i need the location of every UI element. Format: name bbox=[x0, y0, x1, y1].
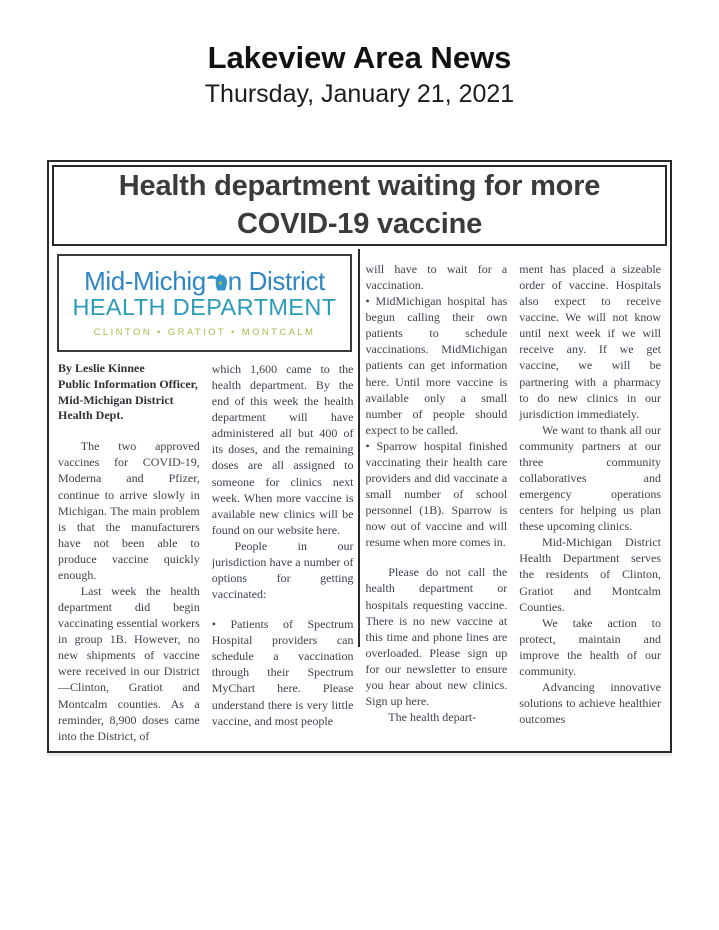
article-box bbox=[47, 160, 672, 753]
paragraph: Please do not call the health department or hospitals requesting vaccine. There is no new vaccine at this time and phone lines are overloaded. Please sign up for our newsletter to ensure you hear about new clinics. Sign up here. bbox=[365, 565, 508, 709]
newspaper-title: Lakeview Area News bbox=[207, 40, 512, 75]
paragraph: Public Information Officer, Mid-Michigan District Health Dept. bbox=[58, 376, 198, 423]
paragraph: Advancing innovative solutions to achieve healthier outcomes bbox=[519, 680, 661, 727]
logo-department-line: HEALTH DEPARTMENT bbox=[72, 294, 337, 321]
column-4 bbox=[519, 249, 661, 747]
article-headline: Health department waiting for more COVID-19 vaccine bbox=[118, 169, 601, 240]
paragraph: which 1,600 came to the health department. By the end of this week the health department will have administered all but 400 of its doses, and the remaining doses are all assigned to someone for clinics next week. When more vaccine is available new clinics will be found on our website here. bbox=[211, 362, 354, 537]
paragraph: • Patients of Spectrum Hospital providers can schedule a vaccination through their Spectrum MyChart here. Please understand there is very little vaccine, and most people bbox=[211, 617, 354, 728]
paragraph: • MidMichigan hospital has begun calling their own patients to schedule vaccinations. MidMichigan patients can get information here. Until more vaccine is available only a small number of people should expect to be called. bbox=[365, 294, 508, 437]
article-content bbox=[52, 249, 667, 747]
logo-name-pre: Mid-Michig bbox=[84, 266, 206, 297]
paragraph: The health depart- bbox=[388, 710, 477, 725]
paragraph: Last week the health department did begin vaccinating essential workers in group 1B. However, no new shipments of vaccine were received in our District—Clinton, Gratiot and Montcalm counties. As a reminder, 8,900 doses came into the District, of bbox=[58, 584, 200, 743]
headline-box bbox=[52, 165, 667, 246]
column-1 bbox=[58, 249, 200, 747]
paragraph: By Leslie Kinnee bbox=[58, 361, 145, 375]
column-3 bbox=[366, 249, 508, 747]
paragraph: We take action to protect, maintain and improve the health of our community. bbox=[519, 615, 661, 678]
paragraph: will have to wait for a vaccination. bbox=[365, 262, 508, 293]
masthead bbox=[0, 40, 719, 109]
paragraph: ment has placed a sizeable order of vaccine. Hospitals also expect to receive vaccine. We will not know until next week if we will receive any. If we get vaccine, we will be partnering with a pharmacy to do new clinics in our jurisdiction immediately. bbox=[519, 262, 661, 421]
column-2 bbox=[212, 249, 354, 747]
paragraph: The two approved vaccines for COVID-19, Moderna and Pfizer, continue to arrive slowly in Michigan. The main problem is that the manufacturers have not been able to produce vaccine quickly enough. bbox=[58, 439, 200, 582]
paragraph: We want to thank all our community partners at our three community collaboratives and emergency operations centers for helping us plan these upcoming clinics. bbox=[519, 422, 661, 534]
logo-name-post: n District bbox=[227, 266, 325, 297]
paragraph: Mid-Michigan District Health Department serves the residents of Clinton, Gratiot and Montcalm Counties. bbox=[519, 535, 661, 614]
issue-date: Thursday, January 21, 2021 bbox=[204, 80, 515, 108]
article-columns bbox=[52, 249, 667, 747]
paragraph: People in our jurisdiction have a number of options for getting vaccinated: bbox=[211, 538, 354, 602]
logo-counties-line: CLINTON • GRATIOT • MONTCALM bbox=[93, 327, 316, 339]
paragraph: • Sparrow hospital finished vaccinating their health care providers and did vaccinate a small number of school personnel (1B). Sparrow is now out of vaccine and will resume when more comes in. bbox=[365, 438, 508, 550]
